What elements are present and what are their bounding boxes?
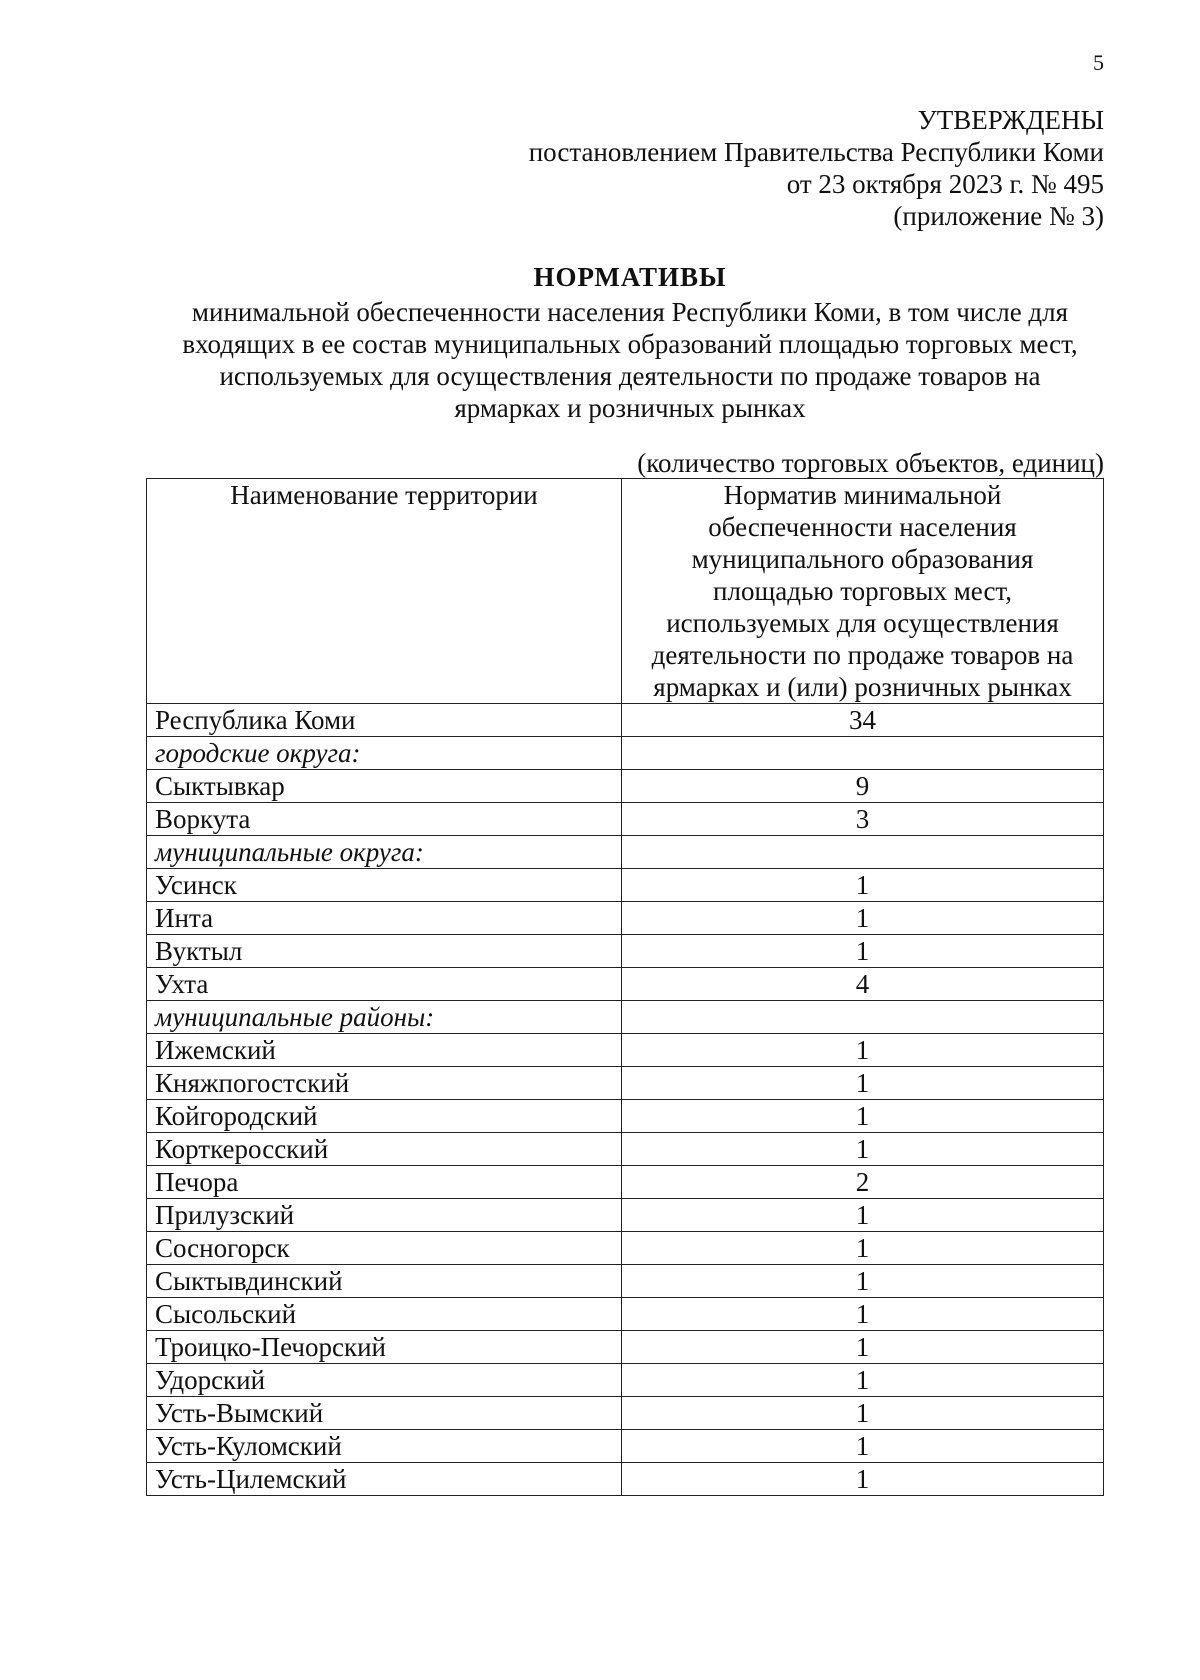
table-row bbox=[147, 1199, 1104, 1232]
subtitle-line: используемых для осуществления деятельности по продаже товаров на bbox=[219, 361, 1041, 391]
header-norm-value bbox=[622, 479, 1104, 704]
territory-name: Сыктывкар bbox=[147, 770, 622, 803]
territory-name: Усинск bbox=[147, 869, 622, 902]
norm-value: 1 bbox=[622, 1364, 1104, 1397]
header-norm-line: используемых для осуществления bbox=[666, 608, 1059, 638]
territory-name: Сысольский bbox=[147, 1298, 622, 1331]
approval-heading: УТВЕРЖДЕНЫ bbox=[917, 105, 1104, 135]
norm-value: 1 bbox=[622, 1100, 1104, 1133]
table-row bbox=[147, 1100, 1104, 1133]
header-norm-line: муниципального образования bbox=[691, 544, 1034, 574]
approval-resolution: постановлением Правительства Республики Коми bbox=[528, 137, 1104, 167]
norm-value: 1 bbox=[622, 1397, 1104, 1430]
norm-value: 2 bbox=[622, 1166, 1104, 1199]
norm-value: 1 bbox=[622, 935, 1104, 968]
table-row bbox=[147, 1232, 1104, 1265]
table-row bbox=[147, 1397, 1104, 1430]
subtitle-line: ярмарках и розничных рынках bbox=[454, 393, 806, 423]
units-note: (количество торговых объектов, единиц) bbox=[637, 448, 1104, 478]
norm-value bbox=[622, 836, 1104, 869]
section-label: городские округа: bbox=[147, 737, 622, 770]
norm-value: 3 bbox=[622, 803, 1104, 836]
territory-name: Усть-Вымский bbox=[147, 1397, 622, 1430]
table-row bbox=[147, 1133, 1104, 1166]
table-row bbox=[147, 935, 1104, 968]
document-title: НОРМАТИВЫ bbox=[533, 262, 727, 292]
table-row bbox=[147, 1364, 1104, 1397]
table-row bbox=[147, 770, 1104, 803]
norm-value bbox=[622, 1001, 1104, 1034]
table-row bbox=[147, 1463, 1104, 1496]
table-row bbox=[147, 968, 1104, 1001]
table-header-row bbox=[147, 479, 1104, 704]
table-row bbox=[147, 1166, 1104, 1199]
table-row bbox=[147, 704, 1104, 737]
territory-name: Воркута bbox=[147, 803, 622, 836]
territory-name: Троицко-Печорский bbox=[147, 1331, 622, 1364]
territory-name: Сосногорск bbox=[147, 1232, 622, 1265]
norms-table bbox=[146, 478, 1104, 1496]
table-body bbox=[147, 704, 1104, 1496]
header-norm-line: обеспеченности населения bbox=[708, 512, 1017, 542]
table-row bbox=[147, 1298, 1104, 1331]
norm-value: 1 bbox=[622, 902, 1104, 935]
section-row bbox=[147, 1001, 1104, 1034]
norm-value: 9 bbox=[622, 770, 1104, 803]
territory-name: Республика Коми bbox=[147, 704, 622, 737]
table-row bbox=[147, 1067, 1104, 1100]
header-norm-line: Норматив минимальной bbox=[723, 480, 1002, 510]
approval-block bbox=[529, 104, 1104, 232]
norm-value: 1 bbox=[622, 1199, 1104, 1232]
territory-name: Ижемский bbox=[147, 1034, 622, 1067]
territory-name: Княжпогостский bbox=[147, 1067, 622, 1100]
norm-value: 1 bbox=[622, 1430, 1104, 1463]
norm-value: 1 bbox=[622, 1133, 1104, 1166]
norm-value: 1 bbox=[622, 1067, 1104, 1100]
header-territory-name: Наименование территории bbox=[147, 479, 622, 704]
table-row bbox=[147, 1331, 1104, 1364]
norm-value: 1 bbox=[622, 869, 1104, 902]
section-row bbox=[147, 836, 1104, 869]
territory-name: Удорский bbox=[147, 1364, 622, 1397]
territory-name: Ухта bbox=[147, 968, 622, 1001]
table-row bbox=[147, 1034, 1104, 1067]
subtitle-line: минимальной обеспеченности населения Республики Коми, в том числе для bbox=[191, 297, 1069, 327]
territory-name: Койгородский bbox=[147, 1100, 622, 1133]
table-row bbox=[147, 1265, 1104, 1298]
header-norm-line: ярмарках и (или) розничных рынках bbox=[653, 672, 1072, 702]
header-norm-line: площадью торговых мест, bbox=[713, 576, 1012, 606]
territory-name: Усть-Цилемский bbox=[147, 1463, 622, 1496]
norm-value: 4 bbox=[622, 968, 1104, 1001]
norm-value: 1 bbox=[622, 1298, 1104, 1331]
territory-name: Прилузский bbox=[147, 1199, 622, 1232]
norm-value: 1 bbox=[622, 1265, 1104, 1298]
norm-value: 1 bbox=[622, 1331, 1104, 1364]
territory-name: Печора bbox=[147, 1166, 622, 1199]
approval-date: от 23 октября 2023 г. № 495 bbox=[786, 169, 1104, 199]
norm-value: 1 bbox=[622, 1463, 1104, 1496]
table-row bbox=[147, 869, 1104, 902]
subtitle-line: входящих в ее состав муниципальных образований площадью торговых мест, bbox=[182, 329, 1078, 359]
document-subtitle bbox=[150, 296, 1110, 424]
territory-name: Инта bbox=[147, 902, 622, 935]
territory-name: Корткеросский bbox=[147, 1133, 622, 1166]
table-row bbox=[147, 803, 1104, 836]
norm-value bbox=[622, 737, 1104, 770]
norm-value: 1 bbox=[622, 1232, 1104, 1265]
table-row bbox=[147, 902, 1104, 935]
norm-value: 1 bbox=[622, 1034, 1104, 1067]
section-label: муниципальные районы: bbox=[147, 1001, 622, 1034]
approval-appendix: (приложение № 3) bbox=[893, 201, 1104, 231]
section-label: муниципальные округа: bbox=[147, 836, 622, 869]
norm-value: 34 bbox=[622, 704, 1104, 737]
territory-name: Вуктыл bbox=[147, 935, 622, 968]
territory-name: Усть-Куломский bbox=[147, 1430, 622, 1463]
territory-name: Сыктывдинский bbox=[147, 1265, 622, 1298]
table-row bbox=[147, 1430, 1104, 1463]
section-row bbox=[147, 737, 1104, 770]
page-number: 5 bbox=[1093, 50, 1104, 75]
header-norm-line: деятельности по продаже товаров на bbox=[651, 640, 1074, 670]
